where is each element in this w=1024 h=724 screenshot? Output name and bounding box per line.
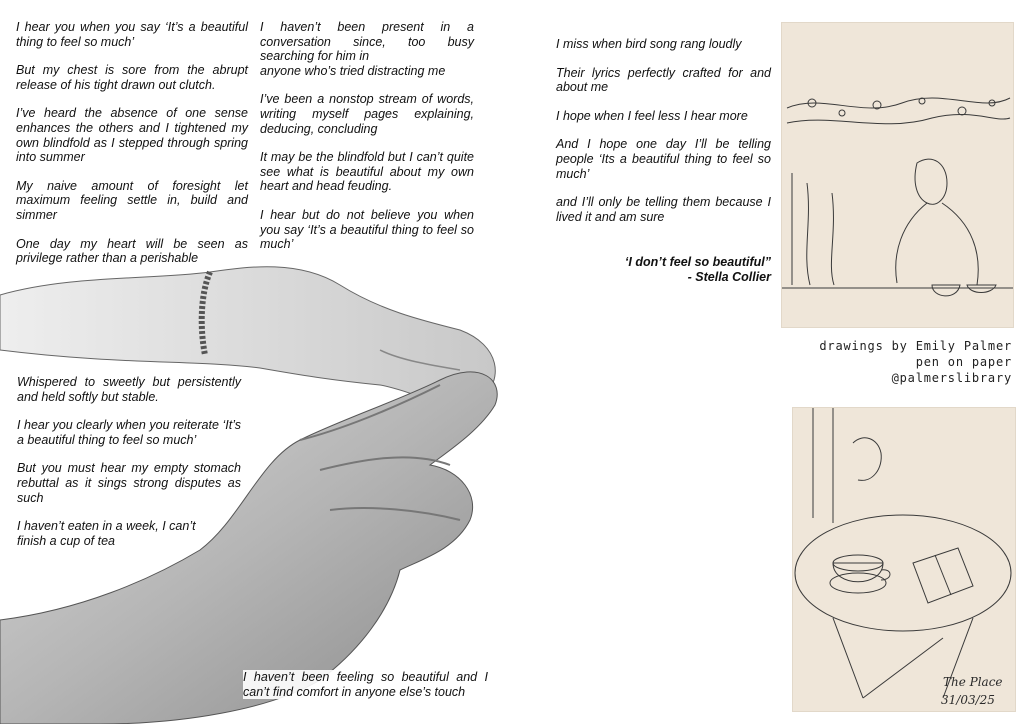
poem-bottom-line bbox=[243, 670, 488, 713]
stanza: I hear you when you say ‘It’s a beautiful thing to feel so much’ bbox=[16, 20, 248, 49]
poem-title-block bbox=[556, 255, 771, 285]
stanza: I haven’t eaten in a week, I can’t finish a cup of tea bbox=[17, 519, 196, 548]
stanza: I haven’t been feeling so beautiful and I can’t find comfort in anyone else’s touch bbox=[243, 670, 488, 699]
stanza: I hear you clearly when you reiterate ‘It’s a beautiful thing to feel so much’ bbox=[17, 418, 241, 447]
stanza: One day my heart will be seen as privilege rather than a perishable bbox=[16, 236, 248, 266]
stanza: I’ve been a nonstop stream of words, writing myself pages explaining, deducing, concluding bbox=[260, 92, 474, 136]
sketch-date-label: 31/03/25 bbox=[941, 693, 995, 707]
sketch-cafe-table bbox=[792, 407, 1016, 712]
sketch-drawing bbox=[782, 23, 1013, 327]
credit-line-handle: @palmerslibrary bbox=[891, 371, 1012, 385]
poem-author: - Stella Collier bbox=[687, 270, 771, 284]
poem-column-3 bbox=[556, 37, 771, 238]
stanza: It may be the blindfold but I can’t quite see what is beautiful about my own heart and head feuding. bbox=[260, 150, 474, 194]
poem-column-2 bbox=[260, 20, 474, 266]
stanza: I miss when bird song rang loudly bbox=[556, 37, 742, 51]
stanza: I haven’t been present in a conversation since, too busy searching for him in anyone who’s tried distracting me bbox=[260, 20, 474, 78]
stanza: But my chest is sore from the abrupt release of his tight drawn out clutch. bbox=[16, 63, 248, 92]
stanza: My naive amount of foresight let maximum feeling settle in, build and simmer bbox=[16, 178, 248, 222]
stanza: I’ve heard the absence of one sense enhances the others and I tightened my own blindfold as I stepped through spring into summer bbox=[16, 106, 248, 165]
stanza: and I’ll only be telling them because I lived it and am sure bbox=[556, 195, 771, 224]
stanza: And I hope one day I’ll be telling people ‘Its a beautiful thing to feel so much’ bbox=[556, 137, 771, 181]
poem-title: ‘I don’t feel so beautiful” bbox=[624, 255, 771, 269]
stanza: But you must hear my empty stomach rebuttal as it sings strong disputes as such bbox=[17, 461, 241, 505]
drawing-credit bbox=[819, 338, 1012, 386]
stanza: Whispered to sweetly but persistently and held softly but stable. bbox=[17, 375, 241, 404]
stanza: I hear but do not believe you when you say ‘It’s a beautiful thing to feel so much’ bbox=[260, 207, 474, 252]
sketch-place-label: The Place bbox=[943, 675, 1003, 689]
sketch-drawing bbox=[793, 408, 1015, 711]
credit-line-artist: drawings by Emily Palmer bbox=[819, 339, 1012, 353]
credit-line-medium: pen on paper bbox=[915, 355, 1012, 369]
poem-column-1-top bbox=[16, 20, 248, 280]
poem-column-1-bottom bbox=[17, 375, 241, 562]
sketch-woman-at-window bbox=[781, 22, 1014, 328]
stanza: Their lyrics perfectly crafted for and about me bbox=[556, 65, 771, 95]
stanza: I hope when I feel less I hear more bbox=[556, 108, 748, 123]
